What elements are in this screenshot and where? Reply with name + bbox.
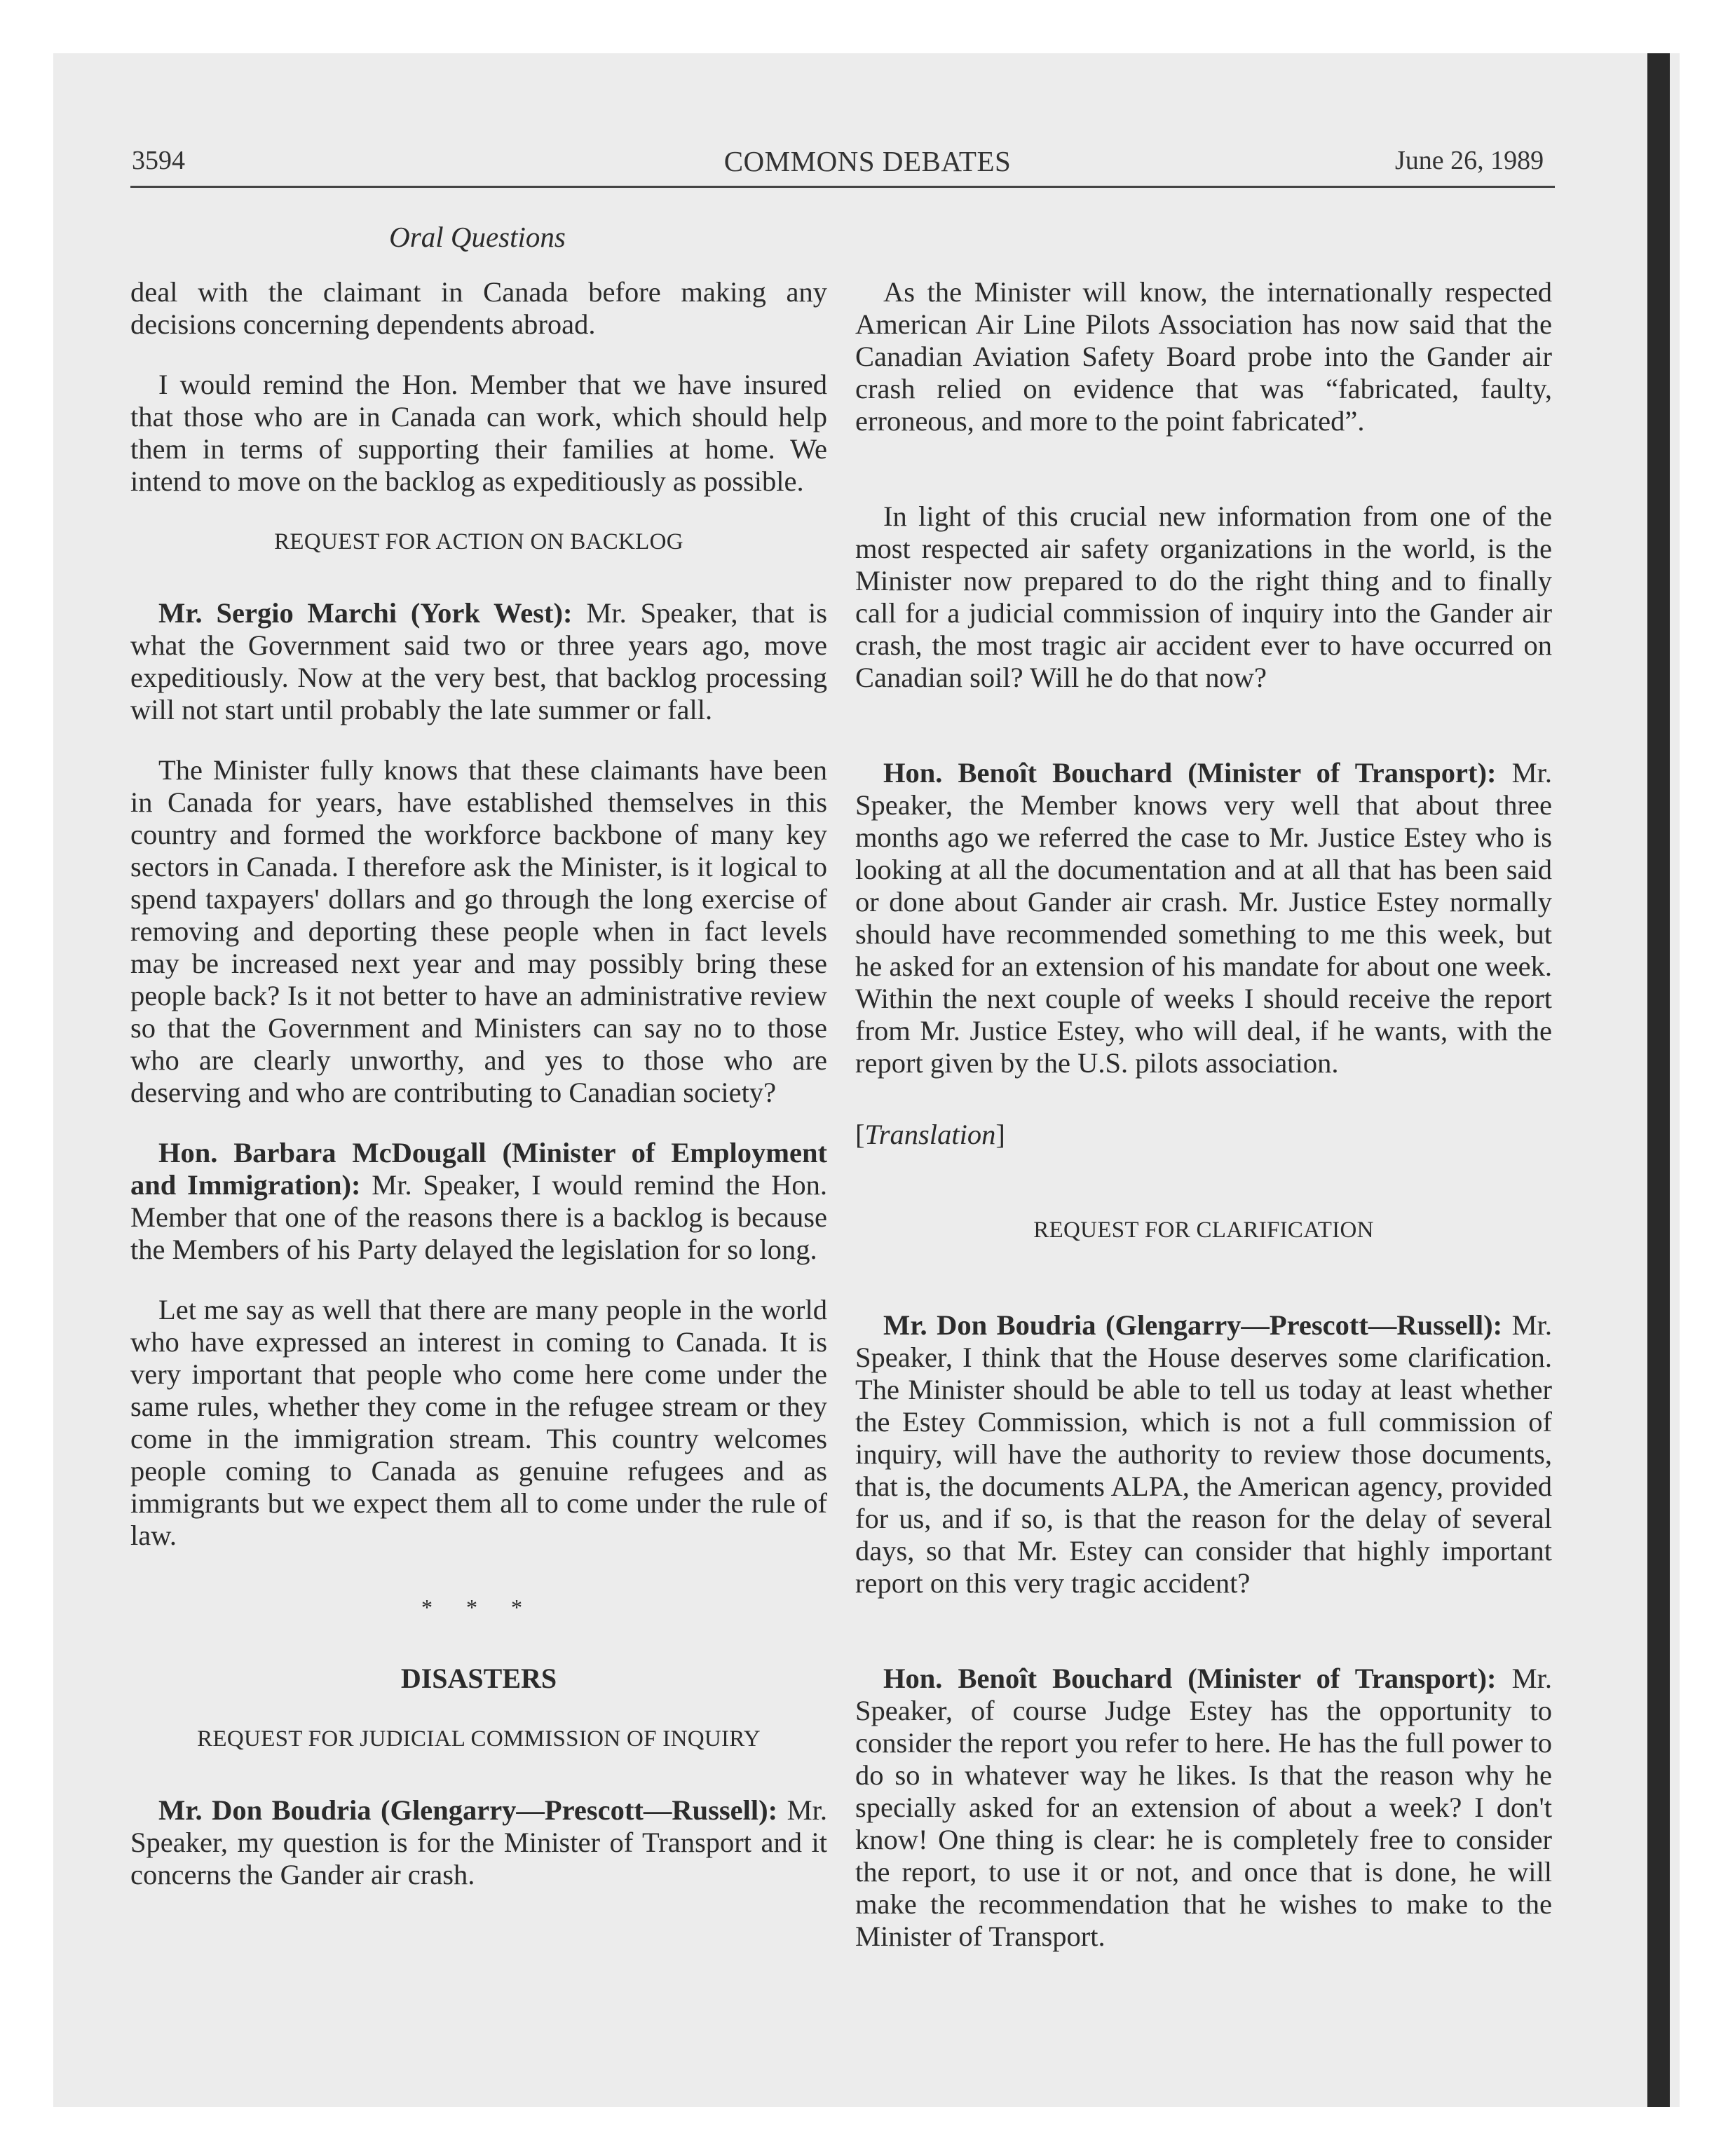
speech-text: Mr. Speaker, that is what the Government said two or three years ago, move expeditiously. Now at the very best, that backlog processing will not start until probably the late summer or fall.: [130, 597, 827, 725]
speech-text: Mr. Speaker, the Member knows very well that about three months ago we referred the case to Mr. Justice Estey who is looking at all the documentation and at all that has been said or done about Gander air crash. Mr. Justice Estey normally should have recommended something to me this week, but he asked for an extension of his mandate for about one week. Within the next couple of weeks I should receive the report from Mr. Justice Estey, who will deal, if he wants, with the report given by the U.S. pilots association.: [855, 757, 1552, 1079]
paragraph: [855, 1309, 1552, 1599]
paragraph: deal with the claimant in Canada before making any decisions concerning dependents abroad.: [130, 276, 827, 340]
paragraph: [855, 757, 1552, 1079]
speaker-name: Mr. Sergio Marchi (York West):: [158, 597, 573, 629]
translation-label: Translation: [864, 1119, 996, 1150]
paragraph: [130, 1137, 827, 1266]
subheading: REQUEST FOR CLARIFICATION: [1033, 1217, 1374, 1243]
translation-note: [Translation]: [855, 1119, 1005, 1150]
speech-text: Mr. Speaker, I would remind the Hon. Member that one of the reasons there is a backlog is because the Members of his Party delayed the legislation for so long.: [130, 1169, 827, 1265]
right-column: [855, 276, 1552, 1953]
left-column: [130, 276, 827, 1891]
section-heading: DISASTERS: [400, 1663, 557, 1694]
subheading: REQUEST FOR JUDICIAL COMMISSION OF INQUIRY: [197, 1726, 761, 1752]
paragraph: [855, 1663, 1552, 1953]
subheading: REQUEST FOR ACTION ON BACKLOG: [274, 529, 683, 554]
page-number: 3594: [132, 146, 185, 175]
paragraph: [130, 597, 827, 726]
page-edge-shadow: [1647, 53, 1670, 2107]
speech-text: Mr. Speaker, of course Judge Estey has the opportunity to consider the report you refer to here. He has the full power to do so in whatever way he likes. Is that the reason why he specially asked for an extension of about a week? I don't know! One thing is clear: he is completely free to consider the report, to use it or not, and once that is done, he will make the recommendation that he wishes to make to the Minister of Transport.: [855, 1663, 1552, 1952]
paragraph: In light of this crucial new information from one of the most respected air safety organizations in the world, is the Minister now prepared to do the right thing and to finally call for a judicial commission of inquiry into the Gander air crash, the most tragic air accident ever to have occurred on Canadian soil? Will he do that now?: [855, 500, 1552, 693]
header-rule: [130, 186, 1555, 188]
speech-text: Mr. Speaker, I think that the House deserves some clarification. The Minister should be able to tell us today at least whether the Estey Commission, which is not a full commission of inquiry, will have the authority to review those documents, that is, the documents ALPA, the American agency, provided for us, and if so, is that the reason for the delay of several days, so that Mr. Estey can consider that highly important report on this very tragic accident?: [855, 1309, 1553, 1599]
speaker-name: Hon. Benoît Bouchard (Minister of Transport):: [883, 1663, 1497, 1694]
speaker-name: Hon. Barbara McDougall (Minister of Employment and Immigration):: [130, 1137, 827, 1201]
speaker-name: Mr. Don Boudria (Glengarry—Prescott—Russell):: [158, 1794, 778, 1826]
publication-title: COMMONS DEBATES: [723, 145, 1012, 177]
speaker-name: Hon. Benoît Bouchard (Minister of Transport):: [883, 757, 1497, 789]
paragraph: Let me say as well that there are many people in the world who have expressed an interest in coming to Canada. It is very important that people who come here come under the same rules, whether they come in the refugee stream or they come in the immigration stream. This country welcomes people coming to Canada as genuine refugees and as immigrants but we expect them all to come under the rule of law.: [130, 1294, 827, 1551]
speech-text: Mr. Speaker, my question is for the Minister of Transport and it concerns the Gander air crash.: [130, 1794, 828, 1890]
speaker-name: Mr. Don Boudria (Glengarry—Prescott—Russell):: [883, 1309, 1503, 1341]
running-head: Oral Questions: [389, 221, 566, 253]
paragraph: As the Minister will know, the internationally respected American Air Line Pilots Association has now said that the Canadian Aviation Safety Board probe into the Gander air crash relied on evidence that was “fabricated, faulty, erroneous, and more to the point fabricated”.: [855, 276, 1552, 437]
section-separator: * * *: [421, 1595, 536, 1620]
issue-date: June 26, 1989: [1395, 146, 1544, 175]
paragraph: The Minister fully knows that these claimants have been in Canada for years, have established themselves in this country and formed the workforce backbone of many key sectors in Canada. I therefore ask the Minister, is it logical to spend taxpayers' dollars and go through the long exercise of removing and deporting these people when in fact levels may be increased next year and may possibly bring these people back? Is it not better to have an administrative review so that the Government and Ministers can say no to those who are clearly unworthy, and yes to those who are deserving and who are contributing to Canadian society?: [130, 754, 827, 1108]
paragraph: [130, 1794, 827, 1891]
paragraph: I would remind the Hon. Member that we have insured that those who are in Canada can work, which should help them in terms of supporting their families at home. We intend to move on the backlog as expeditiously as possible.: [130, 369, 827, 497]
